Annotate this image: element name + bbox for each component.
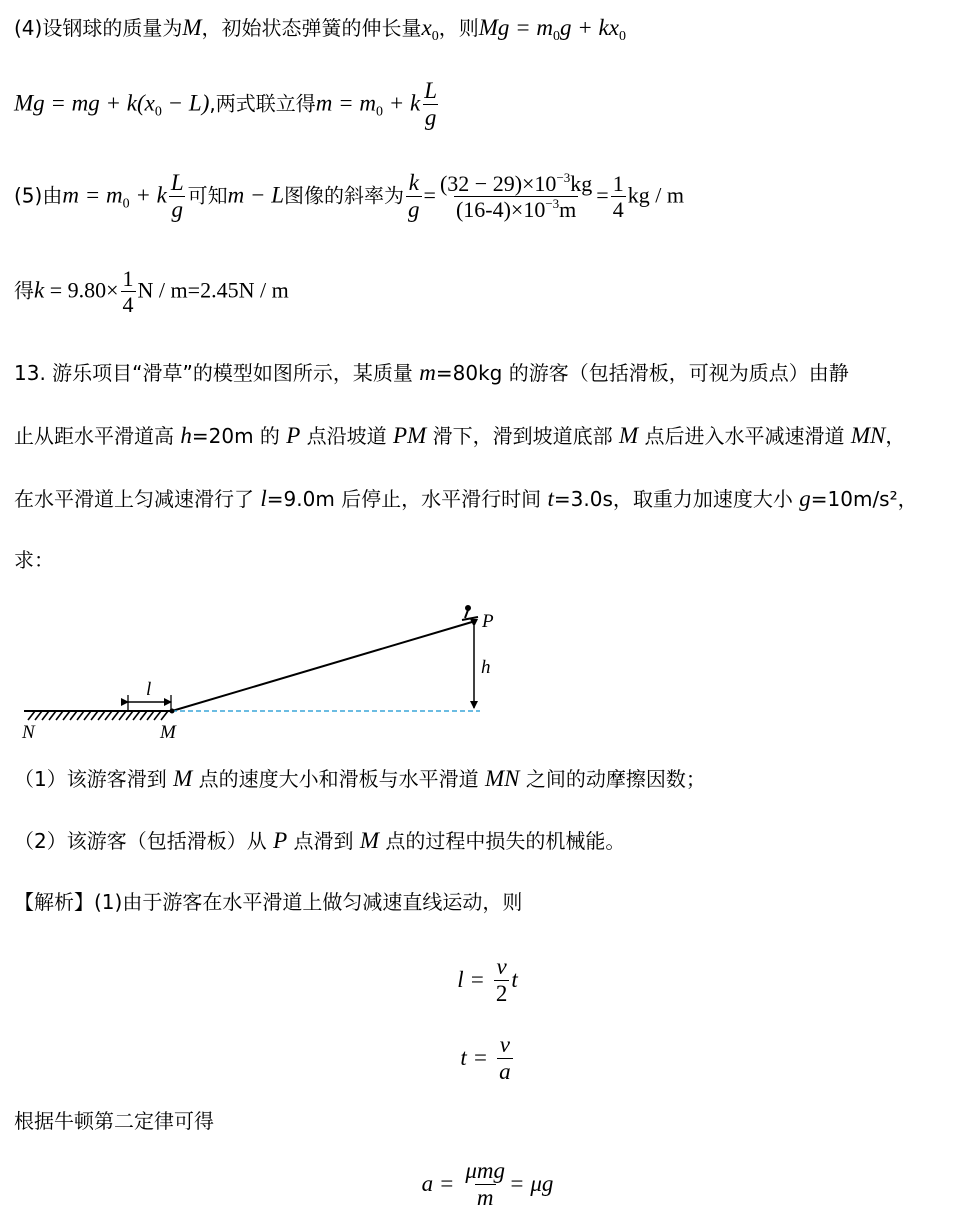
part4-text: ，初始状态弹簧的伸长量 — [201, 16, 422, 40]
label-M: M — [160, 722, 176, 743]
problem13-line3 — [14, 487, 918, 510]
equation-3: m = m — [315, 90, 376, 116]
math-m: m — [419, 360, 436, 385]
part5-text: 得 — [14, 278, 34, 303]
k-value: = 9.80× — [44, 277, 119, 303]
formula-l — [0, 954, 975, 1008]
question-text: （2）该游客（包括滑板）从 — [14, 829, 274, 853]
label-h: h — [481, 657, 491, 678]
math-sub: 0 — [375, 104, 383, 120]
unit: N / m=2.45N / m — [137, 277, 289, 303]
problem-text: =3.0s，取重力加速度大小 — [553, 487, 800, 511]
unit: m — [559, 197, 577, 223]
math-PM: PM — [393, 423, 427, 448]
math-P: P — [286, 423, 301, 448]
problem-text: ， — [885, 424, 906, 448]
problem-text: =9.0m 后停止，水平滑行时间 — [266, 487, 548, 511]
question-text: 点的速度大小和滑板与水平滑道 — [192, 767, 485, 791]
math-M: M — [618, 423, 639, 448]
fraction-den: g — [171, 197, 183, 223]
fraction-v-over-2 — [494, 954, 510, 1008]
slope-line — [172, 622, 472, 711]
question-text: （1）该游客滑到 — [14, 767, 174, 791]
problem13-line2 — [14, 424, 905, 447]
fraction-num: μmg — [465, 1158, 506, 1183]
problem-text: 在水平滑道上匀减速滑行了 — [14, 487, 261, 511]
problem-text: 求： — [14, 548, 54, 572]
formula-lhs: a = — [421, 1170, 455, 1196]
fraction-v-over-a — [497, 1032, 513, 1086]
fraction-den: g — [424, 105, 437, 131]
question-text: 点的过程中损失的机械能。 — [379, 829, 626, 853]
fraction-num — [438, 171, 594, 196]
formula-lhs: t = — [460, 1044, 489, 1070]
part4-line2 — [14, 78, 441, 132]
question-2 — [14, 829, 625, 852]
part4-label: (4) — [14, 16, 43, 40]
label-P: P — [482, 611, 494, 632]
ground-hatching — [28, 711, 168, 720]
equation-m: m = m — [62, 182, 123, 208]
math-h: h — [180, 423, 192, 448]
unit: kg — [570, 171, 593, 197]
exponent: −3 — [545, 196, 560, 212]
fraction-num: v — [499, 1032, 510, 1057]
denominator-value: (16-4)×10 — [455, 197, 546, 223]
part4-text: ，则 — [438, 16, 479, 40]
equation-1-rest: g + kx — [560, 15, 619, 40]
solution-text: (1)由于游客在水平滑道上做匀减速直线运动，则 — [94, 890, 523, 914]
skier-icon — [462, 606, 478, 620]
fraction-den: 4 — [612, 197, 624, 223]
solution-line1 — [14, 892, 522, 912]
math-MN: MN — [484, 766, 520, 791]
fraction-L-over-g — [169, 170, 186, 224]
label-N: N — [22, 722, 35, 743]
part5-text: 由 — [42, 183, 63, 208]
fraction-num: k — [408, 170, 419, 195]
math-P: P — [273, 828, 288, 853]
problem-text: =80kg 的游客（包括滑板，可视为质点）由静 — [435, 361, 849, 385]
fraction-num: L — [424, 78, 438, 103]
problem-text: 13. 游乐项目“滑草”的模型如图所示，某质量 — [14, 361, 420, 385]
fraction-one-quarter — [121, 266, 136, 318]
part5-text: 可知 — [187, 183, 228, 208]
fraction-den — [454, 196, 578, 222]
math-sub: 0 — [618, 29, 626, 44]
numerator-value: (32 − 29)×10 — [439, 171, 557, 197]
fraction-L-over-g — [422, 78, 439, 132]
solution-line2 — [14, 1111, 214, 1131]
formula-t — [0, 1032, 975, 1086]
problem13-line1 — [14, 361, 849, 384]
fraction-num: L — [170, 170, 184, 195]
graph-label: m − L — [227, 182, 285, 208]
math-sub: 0 — [122, 196, 130, 212]
math-t: t — [547, 486, 554, 511]
slope-diagram — [0, 600, 520, 750]
question-text: 之间的动摩擦因数； — [519, 767, 706, 791]
equals-sign: = — [596, 182, 609, 208]
math-M: M — [173, 766, 193, 791]
math-sub: 0 — [553, 29, 561, 44]
equation-2: Mg = mg + k(x — [14, 90, 155, 116]
part5-text: 图像的斜率为 — [284, 183, 405, 208]
fraction-k-over-g — [406, 170, 422, 224]
math-g: g — [799, 486, 811, 511]
fraction-den: 4 — [122, 292, 134, 318]
equation-m-rest: + k — [129, 182, 167, 208]
math-MN: MN — [850, 423, 886, 448]
part4-text: 设钢球的质量为 — [42, 16, 183, 40]
equation-1: Mg = m — [478, 15, 554, 40]
fraction-slope — [438, 171, 594, 223]
math-x0: x — [421, 15, 432, 40]
part4-line1 — [14, 16, 626, 44]
fraction-den: 2 — [495, 981, 508, 1007]
problem-text: =20m 的 — [191, 424, 287, 448]
problem13-line4 — [14, 550, 54, 570]
problem-text: 滑下，滑到坡道底部 — [426, 424, 619, 448]
formula-a — [0, 1158, 975, 1212]
solution-title: 【解析】 — [14, 890, 94, 914]
part5-line2 — [14, 266, 289, 318]
problem-text: 点后进入水平减速滑道 — [638, 424, 851, 448]
fraction-den: m — [476, 1185, 494, 1211]
formula-lhs: l = — [457, 966, 485, 992]
unit: kg / m — [627, 182, 684, 208]
fraction-den: g — [408, 197, 420, 223]
equation-3-rest: + k — [382, 90, 421, 116]
part4-text: ,两式联立得 — [209, 91, 316, 116]
question-1 — [14, 767, 706, 790]
equation-2-rest: − L) — [161, 90, 210, 116]
fraction-umg-over-m — [463, 1158, 507, 1212]
fraction-den: a — [499, 1059, 511, 1085]
problem-text: 点沿坡道 — [300, 424, 394, 448]
math-k: k — [34, 277, 45, 303]
part5-label: (5) — [14, 183, 43, 208]
fraction-one-quarter — [611, 171, 626, 223]
point-M — [170, 709, 175, 714]
math-M: M — [182, 15, 202, 40]
problem-text: =10m/s²， — [810, 487, 918, 511]
equals-sign: = — [423, 182, 436, 208]
math-M: M — [359, 828, 380, 853]
label-l: l — [146, 679, 152, 700]
formula-tail: t — [511, 966, 518, 992]
math-l: l — [260, 486, 267, 511]
fraction-num: v — [496, 954, 507, 979]
math-sub: 0 — [154, 104, 162, 120]
part5-line1 — [14, 170, 684, 224]
fraction-num: 1 — [122, 266, 134, 291]
exponent: −3 — [556, 170, 571, 186]
question-text: 点滑到 — [287, 829, 360, 853]
fraction-num: 1 — [612, 171, 624, 197]
problem-text: 止从距水平滑道高 — [14, 424, 181, 448]
solution-text: 根据牛顿第二定律可得 — [14, 1109, 214, 1133]
math-sub: 0 — [431, 29, 439, 44]
formula-tail: = μg — [509, 1170, 554, 1196]
